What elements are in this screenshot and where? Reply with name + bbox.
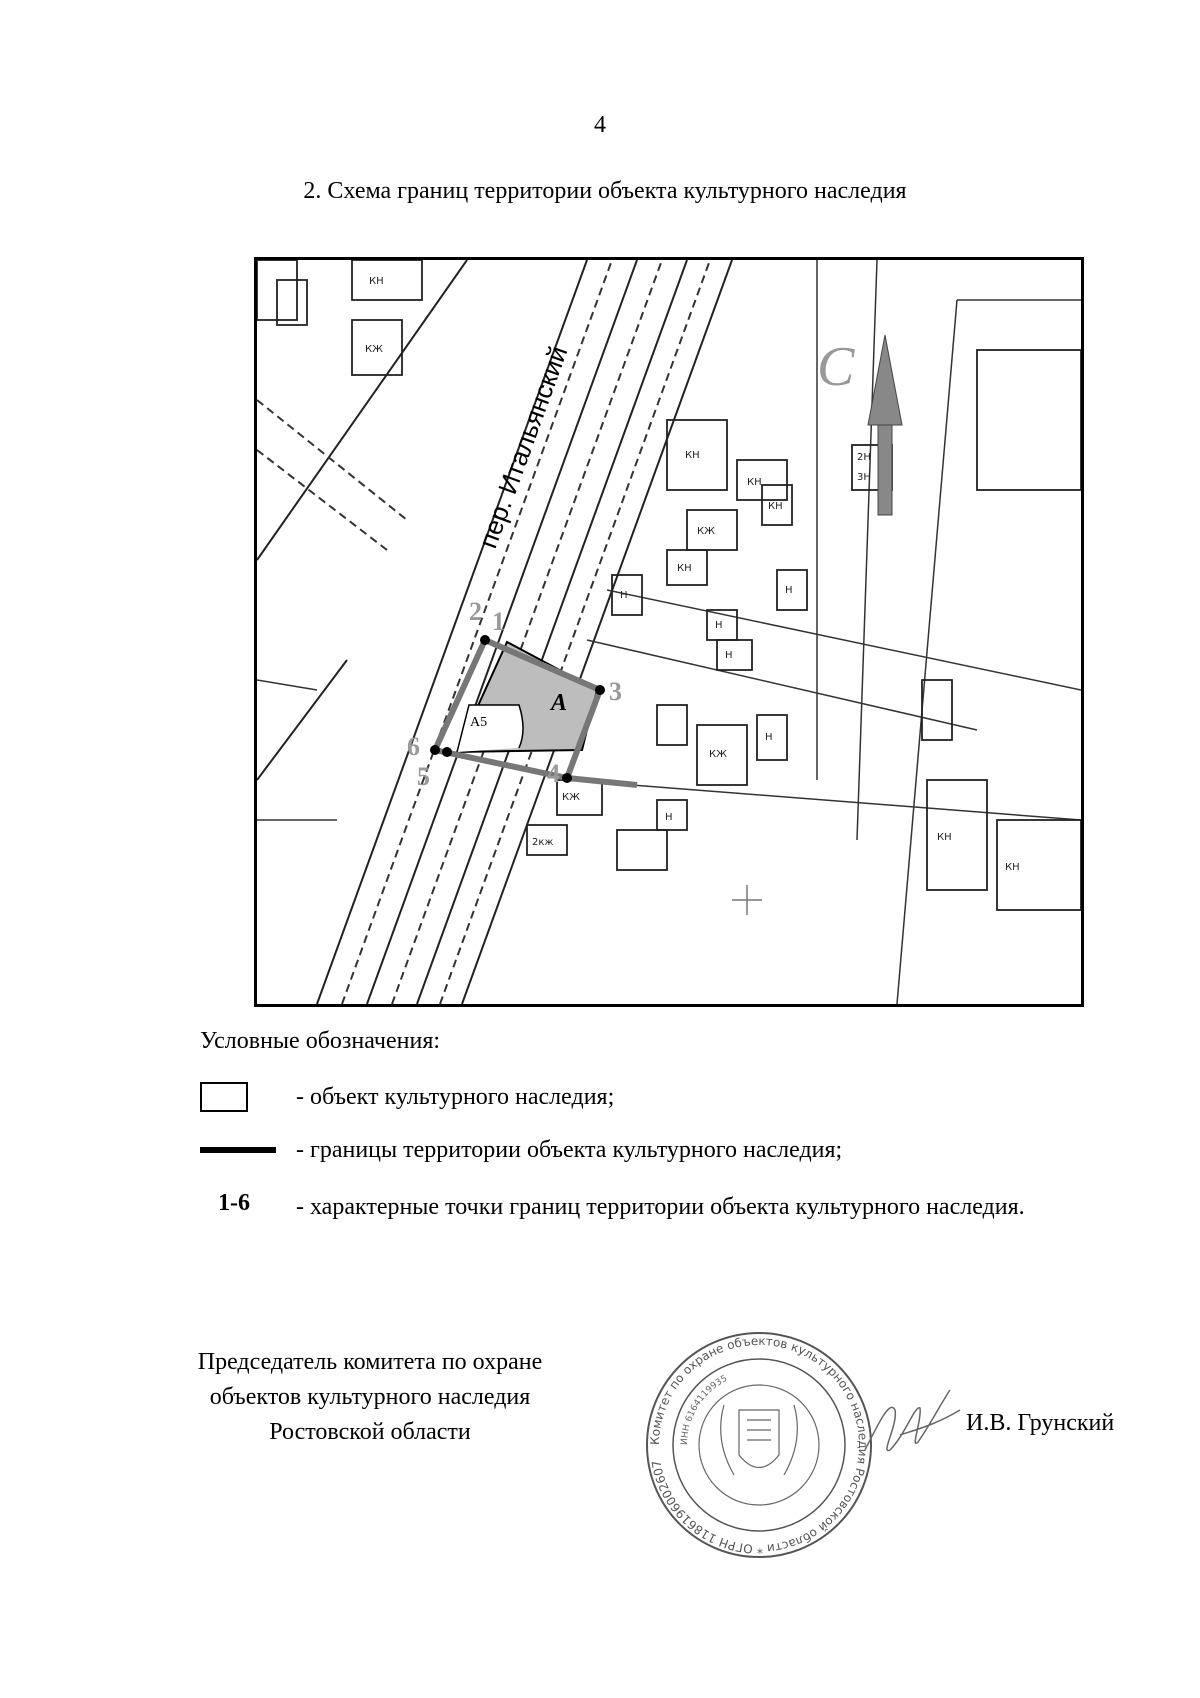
official-stamp-icon (644, 1330, 874, 1560)
svg-text:ИНН 6164119935 (680, 1374, 729, 1445)
legend-item-boundary (200, 1133, 1120, 1173)
point-number: 4 (547, 759, 560, 788)
building-label: КН (747, 477, 762, 488)
building-label: КН (685, 450, 700, 461)
legend-box-symbol (200, 1082, 248, 1112)
legend-item-points (200, 1190, 1120, 1270)
page-number: 4 (594, 112, 606, 138)
building-label: КН (369, 276, 384, 287)
street-name-label: пер. Итальянский (472, 341, 574, 553)
building-label: КЖ (709, 749, 727, 760)
map-drawing (257, 260, 1081, 1004)
building-label: КЖ (697, 526, 715, 537)
annex-label: А5 (470, 715, 488, 730)
stamp-outer-text: Комитет по охране объектов культурного наследия Ростовской области * ОГРН 1186196002607 (647, 1333, 871, 1557)
point-number: 5 (417, 762, 430, 791)
building-label: КН (1005, 862, 1020, 873)
point-number: 6 (407, 732, 420, 761)
building-label: КЖ (562, 792, 580, 803)
building-label: КЖ (365, 344, 383, 355)
annex-outline (457, 705, 523, 752)
legend-item-text: - характерные точки границ территории объекта культурного наследия. (296, 1194, 1025, 1220)
signer-position: Председатель комитета по охране объектов культурного наследия Ростовской области (197, 1349, 543, 1445)
stamp-inner-text: ИНН 6164119935 (679, 1373, 730, 1446)
legend-item-object (200, 1080, 1120, 1120)
north-label: С (817, 336, 855, 398)
handwritten-signature (860, 1380, 970, 1470)
building-label: Н (785, 585, 793, 596)
building-label: Н (665, 812, 673, 823)
building-label: Н (620, 590, 628, 601)
building-label: 3Н (857, 472, 871, 483)
building-label: Н (715, 620, 723, 631)
building-label: КН (768, 501, 783, 512)
document-title: 2. Схема границ территории объекта культурного наследия (303, 178, 907, 204)
building-label: Н (765, 732, 773, 743)
building-label: КН (677, 563, 692, 574)
object-label: А (551, 690, 568, 716)
building-label: 2кж (532, 837, 554, 848)
coat-of-arms-icon (721, 1405, 798, 1475)
svg-text:Комитет по охране объектов кул (648, 1334, 870, 1556)
legend-item-text: - границы территории объекта культурного наследия; (296, 1137, 843, 1163)
legend-title: Условные обозначения: (200, 1028, 441, 1054)
legend-points-symbol: 1-6 (218, 1190, 250, 1216)
boundary-scheme-map (254, 257, 1084, 1007)
building-label: Н (725, 650, 733, 661)
legend-line-symbol (200, 1147, 276, 1153)
legend-item-text: - объект культурного наследия; (296, 1084, 615, 1110)
building-label: КН (937, 832, 952, 843)
point-number: 1 (492, 607, 505, 636)
building-label: 2Н (857, 452, 871, 463)
point-number: 3 (609, 677, 622, 706)
point-number: 2 (469, 597, 482, 626)
signer-name: И.В. Грунский (966, 1410, 1115, 1436)
